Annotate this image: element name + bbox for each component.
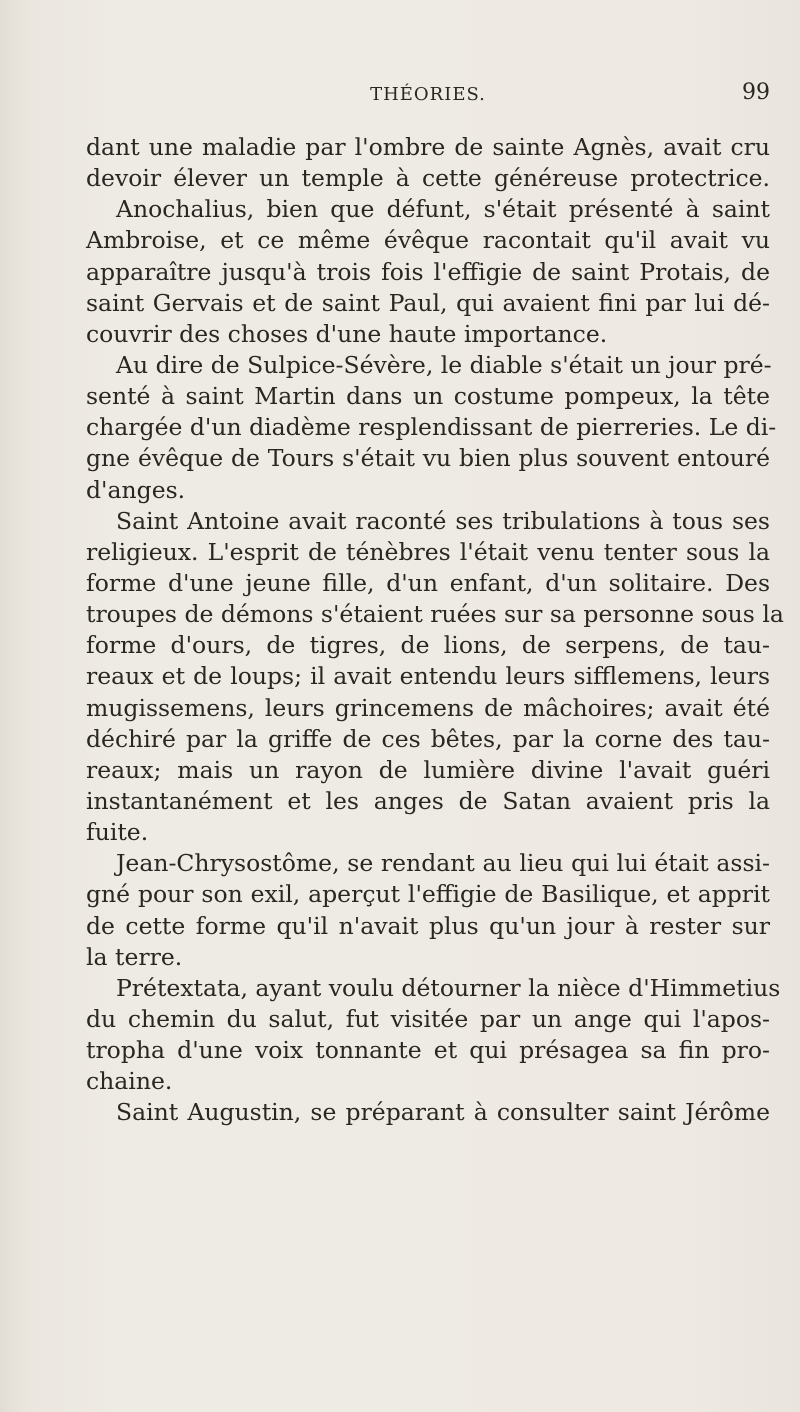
text-line: de cette forme qu'il n'avait plus qu'un jour à rester sur xyxy=(86,911,770,940)
text-line: Saint Augustin, se préparant à consulter saint Jérôme xyxy=(116,1098,770,1127)
text-line: troupes de démons s'étaient ruées sur sa personne sous la xyxy=(86,600,784,629)
text-line: Au dire de Sulpice-Sévère, le diable s'était un jour pré- xyxy=(116,350,772,379)
text-line: fuite. xyxy=(86,818,149,847)
text-line: la terre. xyxy=(86,942,183,971)
page-number: 99 xyxy=(742,80,770,105)
text-line: apparaître jusqu'à trois fois l'effigie de saint Protais, de xyxy=(86,257,770,286)
body-text xyxy=(86,132,784,1129)
running-head xyxy=(86,76,770,110)
text-line: dant une maladie par l'ombre de sainte Agnès, avait cru xyxy=(86,133,770,161)
text-line: Saint Antoine avait raconté ses tribulations à tous ses xyxy=(116,506,770,535)
text-line: senté à saint Martin dans un costume pompeux, la tête xyxy=(86,382,770,411)
text-line: forme d'une jeune fille, d'un enfant, d'un solitaire. Des xyxy=(86,568,770,597)
text-line: religieux. L'esprit de ténèbres l'était venu tenter sous la xyxy=(86,537,770,566)
text-line: couvrir des choses d'une haute importance. xyxy=(86,319,608,348)
text-line: Jean-Chrysostôme, se rendant au lieu qui lui était assi- xyxy=(116,849,770,878)
text-line: saint Gervais et de saint Paul, qui avaient fini par lui dé- xyxy=(86,288,770,317)
text-line: chargée d'un diadème resplendissant de pierreries. Le di- xyxy=(86,413,777,442)
text-line: Anochalius, bien que défunt, s'était présenté à saint xyxy=(116,195,770,224)
text-line: forme d'ours, de tigres, de lions, de serpens, de tau- xyxy=(86,631,770,660)
text-line: instantanément et les anges de Satan avaient pris la xyxy=(86,786,770,815)
text-line: gné pour son exil, aperçut l'effigie de Basilique, et apprit xyxy=(86,880,770,909)
text-line: gne évêque de Tours s'était vu bien plus souvent entouré xyxy=(86,444,770,473)
text-line: Ambroise, et ce même évêque racontait qu'il avait vu xyxy=(86,226,770,255)
running-title: THÉORIES. xyxy=(370,84,486,105)
text-line: devoir élever un temple à cette généreuse protectrice. xyxy=(86,164,770,193)
text-line: tropha d'une voix tonnante et qui présagea sa fin pro- xyxy=(86,1036,770,1065)
text-line: reaux et de loups; il avait entendu leurs sifflemens, leurs xyxy=(86,662,770,691)
text-line: déchiré par la griffe de ces bêtes, par la corne des tau- xyxy=(86,724,770,753)
text-line: du chemin du salut, fut visitée par un ange qui l'apos- xyxy=(86,1004,770,1033)
text-line: mugissemens, leurs grincemens de mâchoires; avait été xyxy=(86,693,770,722)
text-line: reaux; mais un rayon de lumière divine l'avait guéri xyxy=(86,755,770,784)
text-line: d'anges. xyxy=(86,475,186,504)
text-line: chaine. xyxy=(86,1067,173,1096)
text-line: Prétextata, ayant voulu détourner la nièce d'Himmetius xyxy=(116,973,781,1002)
